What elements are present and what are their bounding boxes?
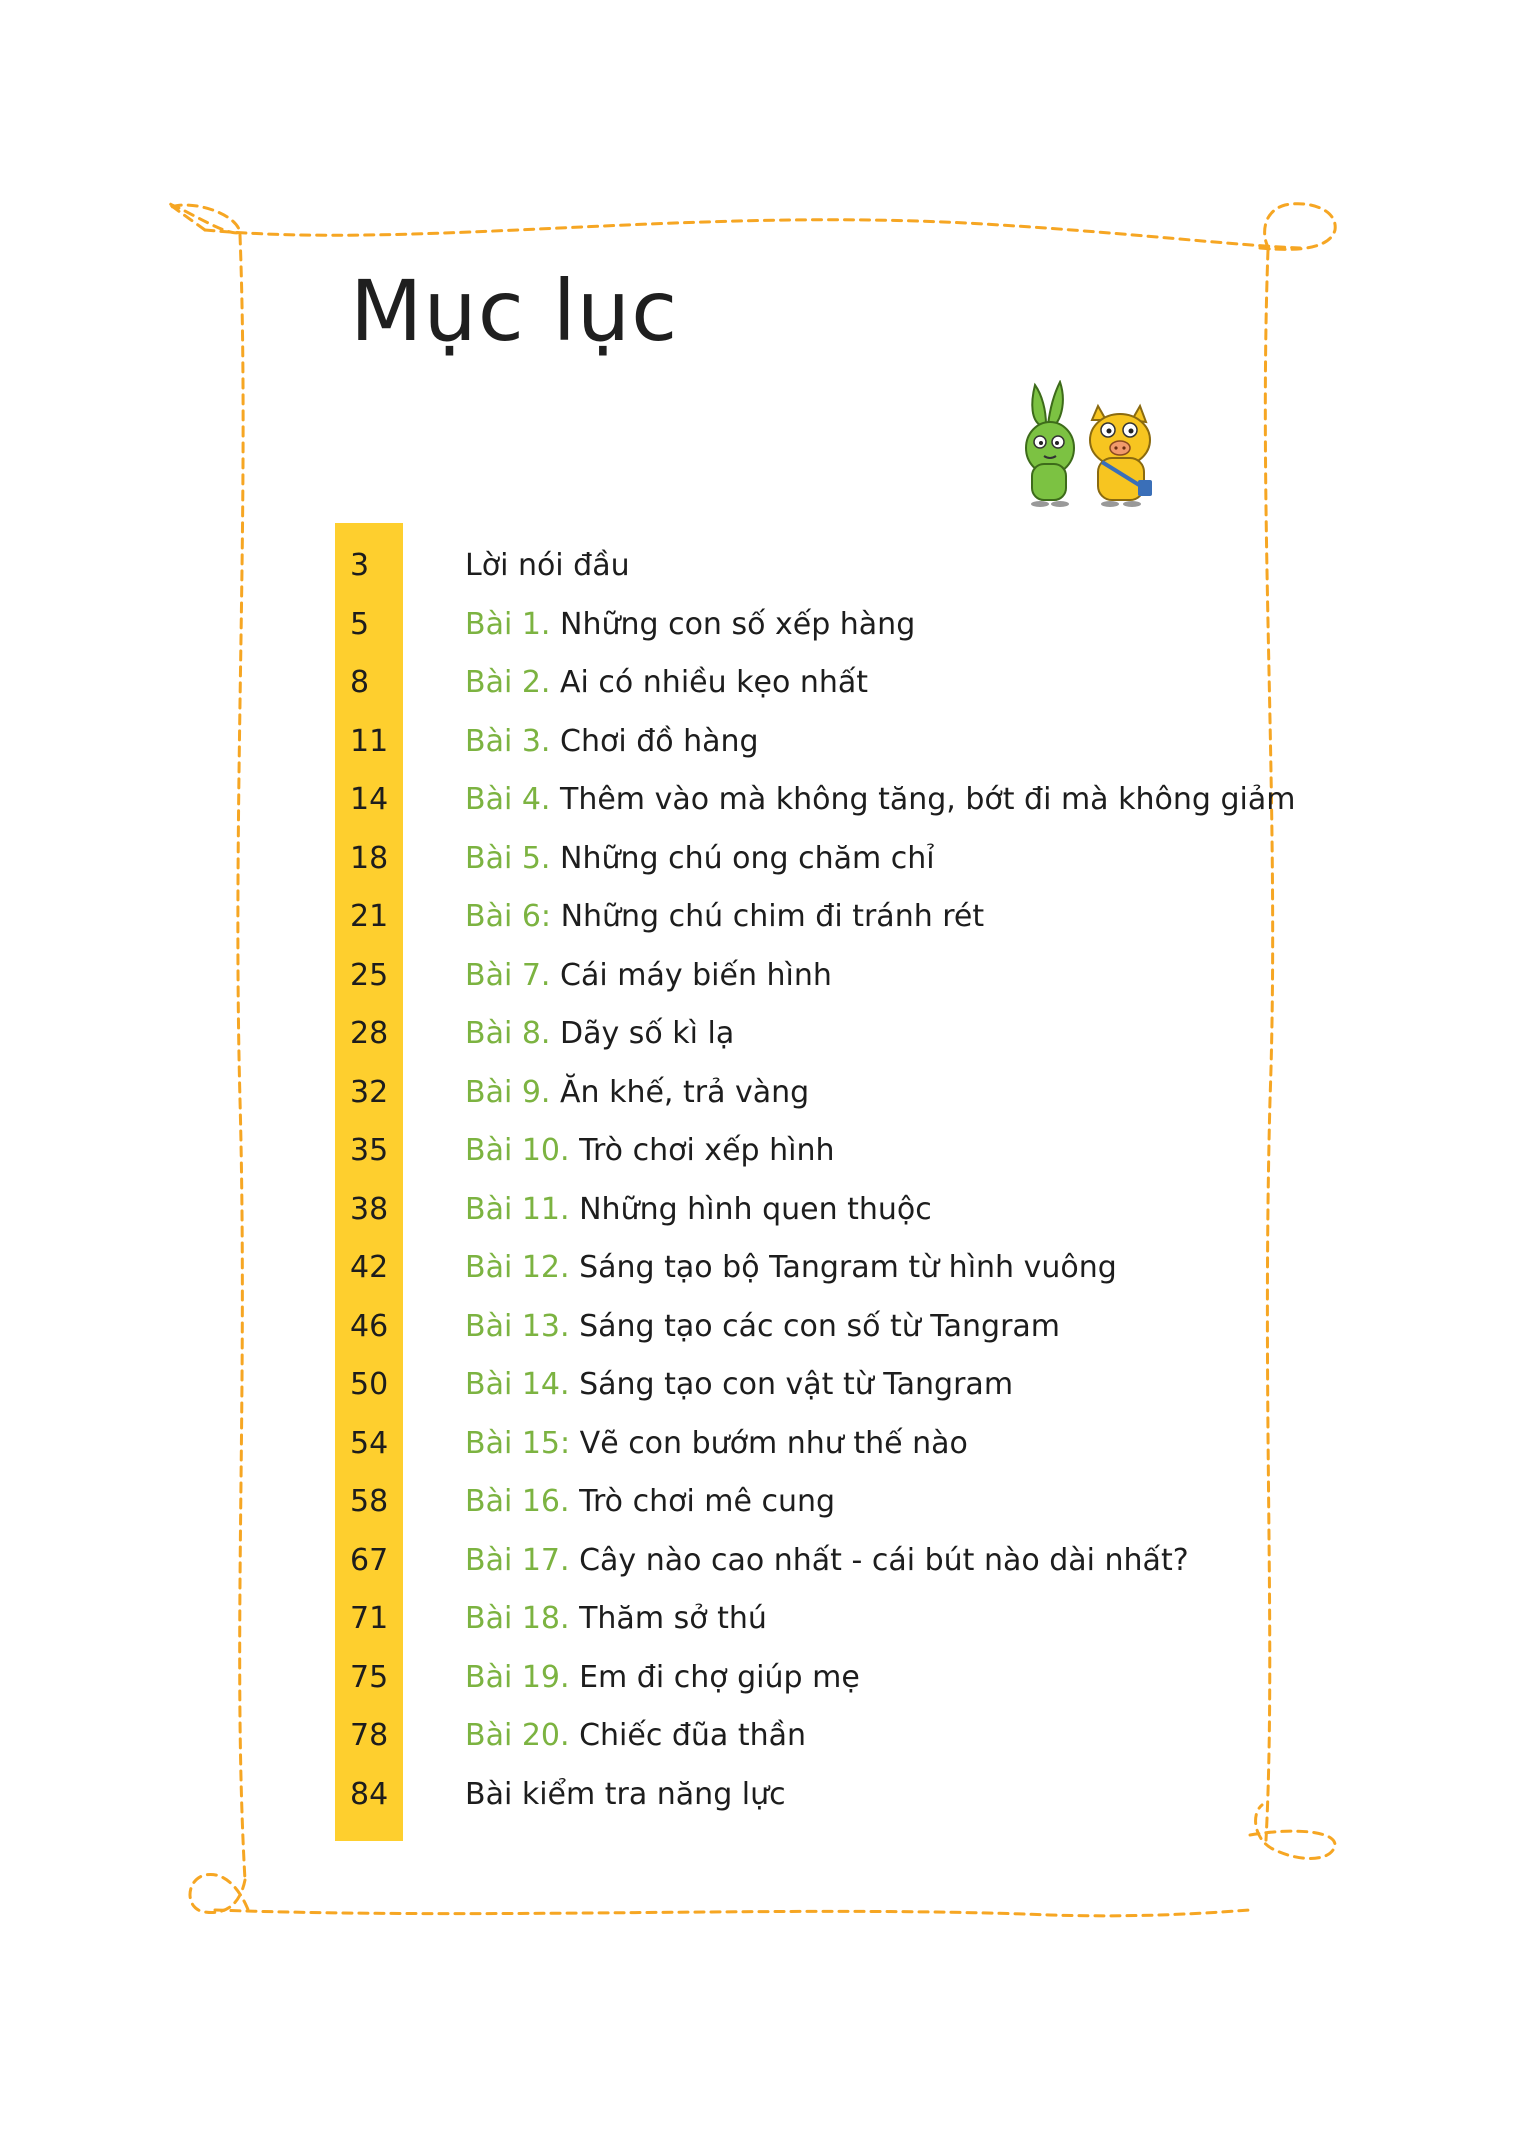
- toc-lesson-title: Sáng tạo bộ Tangram từ hình vuông: [579, 1250, 1117, 1285]
- toc-entry-text: [465, 1128, 834, 1174]
- toc-entry-text: [465, 1362, 1013, 1408]
- toc-entry-text: [465, 1772, 786, 1818]
- toc-entry: [0, 1538, 1520, 1597]
- toc-page-number: 32: [350, 1074, 389, 1110]
- toc-lesson-title: Chiếc đũa thần: [579, 1718, 807, 1753]
- toc-page-number: 38: [350, 1191, 389, 1227]
- toc-page-number: 18: [350, 840, 389, 876]
- toc-lesson-number: Bài 9.: [465, 1074, 551, 1110]
- toc-lesson-number: Bài 2.: [465, 665, 551, 700]
- toc-lesson-number: Bài 17.: [465, 1542, 570, 1578]
- toc-lesson-number: Bài 20.: [465, 1718, 570, 1753]
- toc-page-number: 46: [350, 1308, 389, 1344]
- toc-lesson-title: Thêm vào mà không tăng, bớt đi mà không giảm: [560, 782, 1296, 817]
- toc-lesson-number: Bài 12.: [465, 1250, 570, 1285]
- toc-entry-text: [465, 1070, 809, 1116]
- toc-lesson-title: Những chú ong chăm chỉ: [560, 840, 935, 876]
- toc-entry: [0, 1304, 1520, 1363]
- toc-page-number: 14: [350, 782, 389, 817]
- toc-entry: [0, 1655, 1520, 1714]
- toc-entry-text: [465, 1011, 734, 1057]
- toc-lesson-title: Dãy số kì lạ: [560, 1016, 735, 1051]
- toc-page-number: 54: [350, 1425, 389, 1461]
- toc-entry: [0, 1011, 1520, 1070]
- toc-entry-text: [465, 836, 935, 882]
- toc-lesson-number: Bài 18.: [465, 1601, 570, 1636]
- toc-page-number: 42: [350, 1250, 389, 1285]
- toc-lesson-number: Bài 5.: [465, 840, 551, 876]
- toc-page-number: 3: [350, 548, 370, 583]
- toc-lesson-title: Trò chơi xếp hình: [579, 1133, 835, 1168]
- toc-entry: [0, 543, 1520, 602]
- toc-entry-text: [465, 1187, 932, 1233]
- toc-lesson-number: Bài 6:: [465, 899, 552, 934]
- toc-entry: [0, 777, 1520, 836]
- toc-lesson-title: Sáng tạo các con số từ Tangram: [579, 1308, 1061, 1344]
- toc-lesson-title: Những con số xếp hàng: [560, 606, 916, 642]
- toc-lesson-title: Cái máy biến hình: [560, 957, 832, 993]
- table-of-contents: [0, 543, 1520, 1830]
- toc-entry: [0, 1479, 1520, 1538]
- toc-lesson-number: Bài 1.: [465, 606, 551, 642]
- toc-entry: [0, 602, 1520, 661]
- toc-lesson-number: Bài 16.: [465, 1484, 570, 1519]
- toc-page-number: 78: [350, 1718, 389, 1753]
- toc-page-number: 50: [350, 1367, 389, 1402]
- toc-entry-text: [465, 1245, 1117, 1291]
- toc-lesson-number: Bài 3.: [465, 723, 551, 759]
- toc-entry-text: [465, 1538, 1189, 1584]
- toc-lesson-title: Những hình quen thuộc: [579, 1191, 932, 1227]
- toc-entry-text: [465, 1596, 767, 1642]
- toc-lesson-title: Bài kiểm tra năng lực: [465, 1776, 786, 1812]
- toc-lesson-title: Ai có nhiều kẹo nhất: [560, 665, 869, 700]
- toc-lesson-title: Vẽ con bướm như thế nào: [579, 1425, 968, 1461]
- toc-entry-text: [465, 777, 1295, 823]
- toc-page-number: 35: [350, 1133, 389, 1168]
- toc-entry: [0, 1596, 1520, 1655]
- toc-entry: [0, 1421, 1520, 1480]
- toc-entry: [0, 660, 1520, 719]
- yellow-pig-icon: [1090, 406, 1152, 507]
- toc-entry-text: [465, 1304, 1060, 1350]
- toc-page-number: 28: [350, 1016, 389, 1051]
- toc-lesson-title: Sáng tạo con vật từ Tangram: [579, 1367, 1014, 1402]
- toc-entry: [0, 953, 1520, 1012]
- toc-entry-text: [465, 1713, 806, 1759]
- toc-entry: [0, 1128, 1520, 1187]
- toc-page-number: 67: [350, 1542, 389, 1578]
- toc-page-number: 58: [350, 1484, 389, 1519]
- toc-entry: [0, 1245, 1520, 1304]
- toc-page-number: 8: [350, 665, 370, 700]
- toc-entry-text: [465, 953, 832, 999]
- toc-entry-text: [465, 1479, 835, 1525]
- toc-entry: [0, 1070, 1520, 1129]
- toc-entry: [0, 894, 1520, 953]
- page-title: Mục lục: [350, 262, 679, 360]
- toc-lesson-number: Bài 11.: [465, 1191, 570, 1227]
- toc-page-number: 71: [350, 1601, 389, 1636]
- toc-entry-text: [465, 1421, 968, 1467]
- green-bunny-icon: [1026, 382, 1074, 507]
- toc-lesson-title: Ăn khế, trả vàng: [560, 1074, 810, 1110]
- toc-entry-text: [465, 1655, 860, 1701]
- toc-entry-text: [465, 660, 868, 706]
- toc-lesson-number: Bài 19.: [465, 1659, 570, 1695]
- toc-page-number: 11: [350, 723, 389, 759]
- toc-lesson-number: Bài 8.: [465, 1016, 551, 1051]
- toc-lesson-number: Bài 13.: [465, 1308, 570, 1344]
- toc-lesson-title: Trò chơi mê cung: [579, 1484, 836, 1519]
- toc-entry-text: [465, 894, 984, 940]
- toc-lesson-title: Những chú chim đi tránh rét: [560, 899, 985, 934]
- toc-entry-text: [465, 543, 630, 589]
- toc-entry: [0, 1713, 1520, 1772]
- toc-lesson-number: Bài 4.: [465, 782, 551, 817]
- toc-entry: [0, 1772, 1520, 1831]
- toc-lesson-number: Bài 15:: [465, 1425, 571, 1461]
- mascots-illustration: [1010, 380, 1170, 510]
- toc-page-number: 21: [350, 899, 389, 934]
- toc-page-number: 84: [350, 1776, 389, 1812]
- toc-lesson-number: Bài 14.: [465, 1367, 570, 1402]
- toc-entry: [0, 836, 1520, 895]
- toc-lesson-title: Em đi chợ giúp mẹ: [579, 1659, 860, 1695]
- toc-lesson-title: Cây nào cao nhất - cái bút nào dài nhất?: [579, 1542, 1189, 1578]
- toc-page-number: 25: [350, 957, 389, 993]
- toc-page-number: 5: [350, 606, 370, 642]
- toc-lesson-number: Bài 7.: [465, 957, 551, 993]
- toc-lesson-title: Thăm sở thú: [579, 1601, 767, 1636]
- toc-lesson-title: Chơi đồ hàng: [560, 723, 759, 759]
- toc-page-number: 75: [350, 1659, 389, 1695]
- toc-entry: [0, 1187, 1520, 1246]
- toc-lesson-title: Lời nói đầu: [465, 548, 630, 583]
- toc-entry-text: [465, 602, 915, 648]
- toc-entry: [0, 719, 1520, 778]
- toc-lesson-number: Bài 10.: [465, 1133, 570, 1168]
- toc-entry-text: [465, 719, 759, 765]
- toc-entry: [0, 1362, 1520, 1421]
